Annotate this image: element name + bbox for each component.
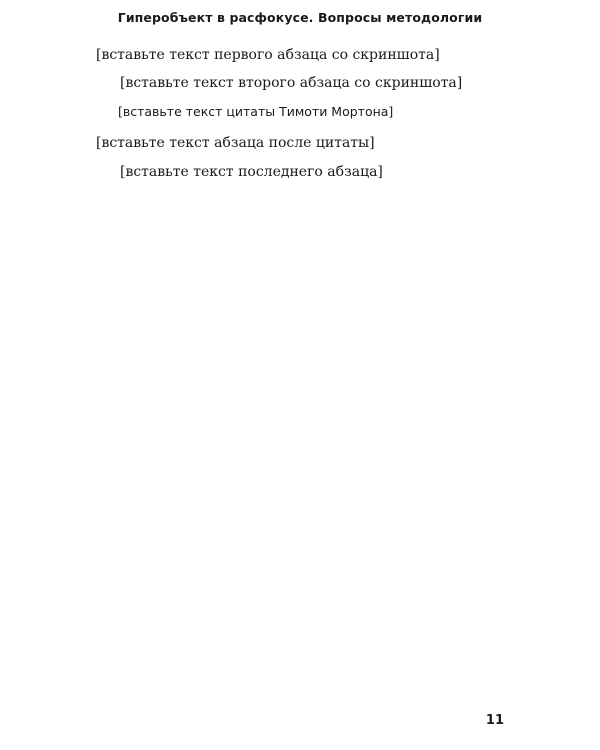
block-quote: [вставьте текст цитаты Тимоти Мортона] xyxy=(118,104,394,120)
paragraph-3: [вставьте текст абзаца после цитаты] xyxy=(96,135,375,152)
running-header: Гиперобъект в расфокусе. Вопросы методологии xyxy=(117,10,483,25)
paragraph-2: [вставьте текст второго абзаца со скриншота] xyxy=(120,75,463,92)
body-text xyxy=(96,44,506,189)
paragraph-4: [вставьте текст последнего абзаца] xyxy=(120,163,383,180)
page-number: 11 xyxy=(485,713,504,728)
paragraph-1: [вставьте текст первого абзаца со скриншота] xyxy=(96,47,440,63)
